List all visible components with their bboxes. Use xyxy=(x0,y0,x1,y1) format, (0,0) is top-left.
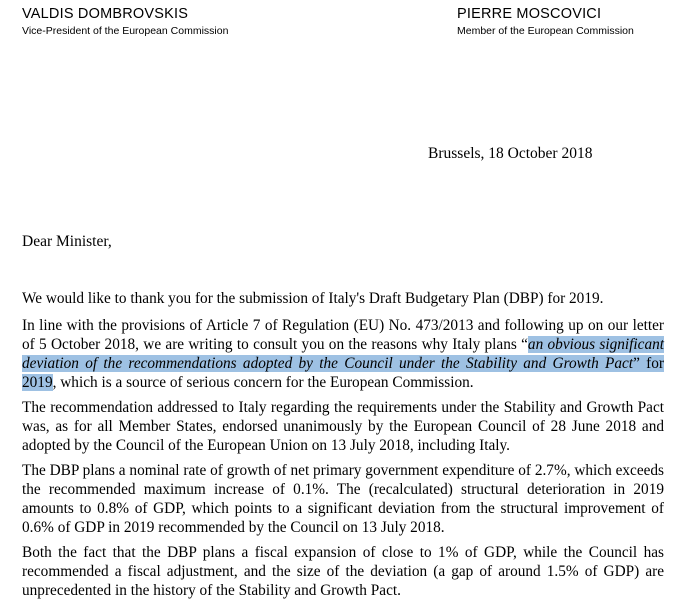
signatory-left xyxy=(22,6,228,38)
paragraph-recommendation: The recommendation addressed to Italy regarding the requirements under the Stability and Growth Pact was, as for all Member States, endorsed unanimously by the European Council of 28 June 2018 and adopted by the Council of the European Union on 13 July 2018, including Italy. xyxy=(22,399,664,454)
paragraph-consultation[interactable] xyxy=(22,316,664,392)
date-line: Brussels, 18 October 2018 xyxy=(428,145,593,162)
salutation: Dear Minister, xyxy=(22,233,112,250)
paragraph-thanks: We would like to thank you for the submission of Italy's Draft Budgetary Plan (DBP) for 2019. xyxy=(22,290,604,307)
signatory-role: Member of the European Commission xyxy=(457,25,634,37)
paragraph-text: ” for 2019 xyxy=(22,355,664,391)
signatory-name: PIERRE MOSCOVICI xyxy=(457,6,602,22)
signatory-role: Vice-President of the European Commission xyxy=(22,25,229,37)
paragraph-text: In line with the provisions of Article 7 of Regulation (EU) No. 473/2013 and following up on our letter of 5 October 2018, we are writing to consult you on the reasons why Italy plans “ xyxy=(22,317,664,353)
quoted-text: an obvious significant deviation of the recommendations adopted by the Council under the Stability and Growth Pact xyxy=(22,336,664,372)
paragraph-dbp-growth: The DBP plans a nominal rate of growth of net primary government expenditure of 2.7%, which exceeds the recommended maximum increase of 0.1%. The (recalculated) structural deterioration in 2019 amounts to 0.8% of GDP, which points to a significant deviation from the structural improvement of 0.6% of GDP in 2019 recommended by the Council on 13 July 2018. xyxy=(22,462,664,536)
signatory-right xyxy=(457,6,634,38)
signatory-name: VALDIS DOMBROVSKIS xyxy=(22,6,189,22)
paragraph-fiscal-expansion: Both the fact that the DBP plans a fiscal expansion of close to 1% of GDP, while the Council has recommended a fiscal adjustment, and the size of the deviation (a gap of around 1.5% of GDP) are unprecedented in the history of the Stability and Growth Pact. xyxy=(22,544,664,599)
paragraph-text: , which is a source of serious concern for the European Commission. xyxy=(52,374,474,391)
